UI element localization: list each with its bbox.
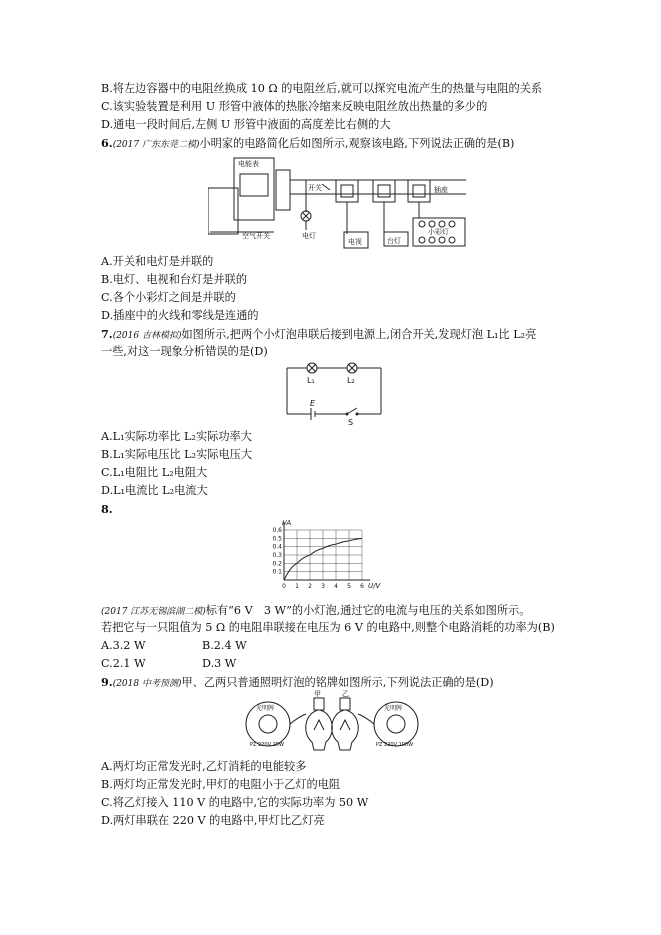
q6-circuit-figure [208, 152, 468, 252]
chart-y-axis-label: I/A [282, 519, 292, 527]
q9-option-d: D.两灯串联在 220 V 的电路中,甲灯比乙灯亮 [101, 814, 325, 827]
q8-iu-chart [262, 518, 382, 594]
q8-stem [101, 604, 530, 619]
q9-option-a: A.两灯均正常发光时,乙灯消耗的电能较多 [101, 760, 307, 773]
q6-option-c: C.各个小彩灯之间是并联的 [101, 291, 236, 304]
q6-stem [101, 136, 514, 152]
chart-x-tick-label: 4 [334, 583, 338, 590]
chart-tick-labels [272, 527, 364, 590]
chart-y-tick-label: 0.6 [272, 527, 282, 534]
q6-option-b: B.电灯、电视和台灯是并联的 [101, 273, 248, 286]
lamp-label: 电灯 [302, 232, 316, 240]
q7-option-d: D.L₁电流比 L₂电流大 [101, 484, 208, 497]
yi-rating: PZ 220V 100W [376, 742, 414, 748]
jia-label: 甲 [314, 690, 321, 698]
chart-grid [284, 530, 362, 580]
chart-x-axis-label: U/V [368, 582, 381, 590]
q8-option-b: B.2.4 W [202, 639, 247, 652]
s-label: S [348, 418, 354, 426]
q9-source: (2018 中考预测) [112, 679, 182, 689]
air-switch-label: 空气开关 [242, 232, 270, 240]
socket-label: 插座 [434, 186, 448, 194]
option-d-prev: D.通电一段时间后,左侧 U 形管中液面的高度差比右侧的大 [101, 118, 391, 131]
q8-number: 8. [101, 502, 113, 516]
meter-label: 电能表 [238, 160, 259, 168]
q9-option-b: B.两灯均正常发光时,甲灯的电阻小于乙灯的电阻 [101, 778, 341, 791]
q7-option-a: A.L₁实际功率比 L₂实际功率大 [101, 430, 252, 443]
q9-bulbs-figure [244, 690, 420, 758]
q6-option-a: A.开关和电灯是并联的 [101, 255, 214, 268]
q9-text: 甲、乙两只普通照明灯泡的铭牌如图所示,下列说法正确的是(D) [181, 676, 494, 689]
chart-x-tick-label: 3 [321, 583, 325, 590]
option-b-prev: B.将左边容器中的电阻丝换成 10 Ω 的电阻丝后,就可以探究电流产生的热量与电阻的关系 [101, 82, 543, 95]
q7-stem-cont: 一些,对这一现象分析错误的是(D) [101, 345, 268, 358]
chart-x-tick-label: 5 [347, 583, 351, 590]
q6-number: 6. [101, 136, 113, 150]
desk-lamp-label: 台灯 [387, 237, 401, 245]
q6-source: (2017 广东东莞二模) [112, 140, 200, 150]
l2-label: L₂ [347, 376, 355, 385]
q8-source: (2017 江苏无锡滨湖二模) [101, 607, 206, 617]
chart-x-tick-label: 1 [295, 583, 299, 590]
q7-option-b: B.L₁实际电压比 L₂实际电压大 [101, 448, 253, 461]
q9-number: 9. [101, 675, 113, 689]
q7-text: 如图所示,把两个小灯泡串联后接到电源上,闭合开关,发现灯泡 L₁比 L₂亮 [181, 328, 537, 341]
q6-text: 小明家的电路简化后如图所示,观察该电路,下列说法正确的是(B) [199, 137, 515, 150]
chart-x-tick-label: 0 [282, 583, 286, 590]
q8-text: 标有“6 V 3 W”的小灯泡,通过它的电流与电压的关系如图所示。 [205, 604, 531, 617]
q7-number: 7. [101, 327, 113, 341]
chart-y-tick-label: 0.3 [272, 552, 282, 559]
q7-source: (2016 吉林模拟) [112, 331, 182, 341]
chart-x-tick-label: 2 [308, 583, 312, 590]
chart-y-tick-label: 0.5 [272, 535, 282, 543]
option-c-prev: C.该实验装置是利用 U 形管中液体的热胀冷缩来反映电阻丝放出热量的多少的 [101, 100, 488, 113]
small-lamps-label: 小彩灯 [428, 228, 449, 236]
l1-label: L₁ [307, 376, 315, 385]
chart-x-tick-label: 6 [360, 583, 364, 590]
e-label: E [310, 399, 316, 408]
yi-label: 乙 [342, 690, 349, 698]
yi-brand: 光明牌 [384, 705, 403, 712]
q7-stem [101, 327, 536, 343]
q7-circuit-figure [285, 358, 385, 426]
q9-stem [101, 675, 494, 691]
jia-brand: 光明牌 [256, 705, 275, 712]
q6-option-d: D.插座中的火线和零线是连通的 [101, 309, 259, 322]
q8-number-line [101, 502, 113, 517]
q7-option-c: C.L₁电阻比 L₂电阻大 [101, 466, 208, 479]
jia-rating: PZ 220V 25W [250, 742, 284, 748]
chart-y-tick-label: 0.2 [272, 560, 282, 568]
chart-y-tick-label: 0.4 [272, 543, 282, 551]
q8-option-a: A.3.2 W [101, 639, 146, 652]
q8-stem-cont: 若把它与一只阻值为 5 Ω 的电阻串联接在电压为 6 V 的电路中,则整个电路消耗的功率为(B) [101, 621, 555, 634]
q8-option-c: C.2.1 W [101, 657, 146, 670]
switch-label: 开关 [308, 184, 322, 192]
q9-option-c: C.将乙灯接入 110 V 的电路中,它的实际功率为 50 W [101, 796, 369, 809]
tv-label: 电视 [348, 238, 362, 246]
chart-y-tick-label: 0.1 [272, 568, 282, 576]
q8-option-d: D.3 W [202, 657, 237, 670]
